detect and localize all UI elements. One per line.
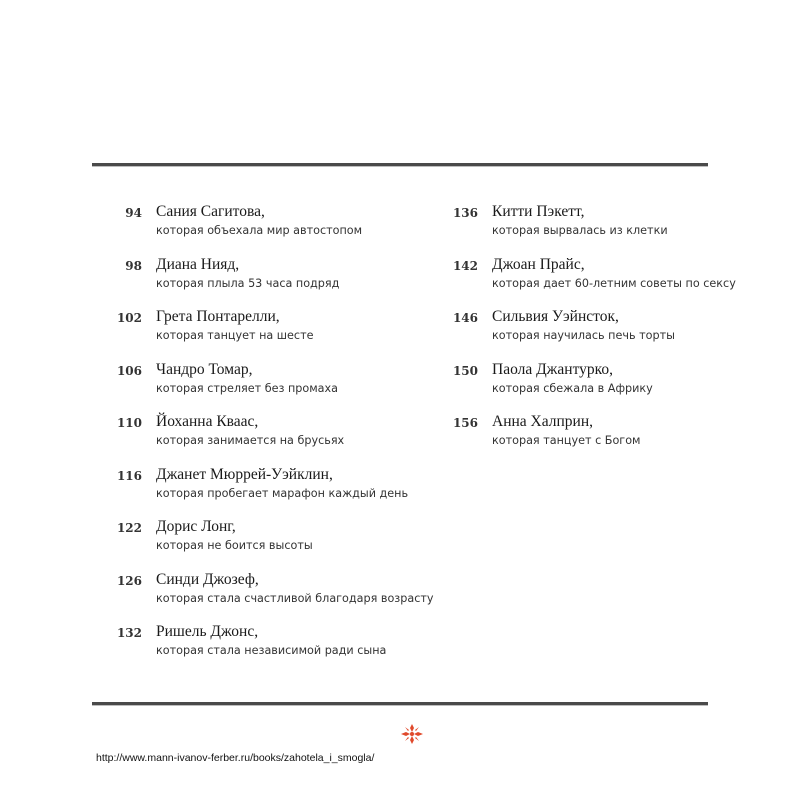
entry-description: которая пробегает марафон каждый день bbox=[156, 486, 409, 500]
entry-description: которая плыла 53 часа подряд bbox=[156, 276, 340, 290]
toc-entry[interactable] bbox=[92, 256, 422, 309]
page-number: 98 bbox=[125, 258, 142, 273]
page-number: 150 bbox=[452, 363, 478, 378]
page-number: 102 bbox=[116, 311, 142, 325]
top-divider bbox=[92, 163, 708, 167]
entry-name: Синди Джозеф, bbox=[156, 570, 259, 588]
toc-entry[interactable] bbox=[92, 203, 422, 256]
page-number: 132 bbox=[116, 626, 142, 640]
entry-name: Дорис Лонг, bbox=[156, 518, 236, 535]
toc-entry[interactable] bbox=[92, 361, 422, 414]
page-number: 94 bbox=[125, 206, 142, 220]
entry-description: которая научилась печь торты bbox=[492, 329, 675, 342]
entry-name: Паола Джантурко, bbox=[492, 360, 614, 378]
page-number: 110 bbox=[116, 416, 142, 430]
entry-name: Ришель Джонс, bbox=[156, 623, 259, 640]
entry-description: которая стала независимой ради сына bbox=[156, 644, 387, 657]
entry-name: Джанет Мюррей-Уэйклин, bbox=[156, 465, 333, 483]
page-number: 156 bbox=[452, 416, 478, 430]
entry-description: которая стреляет без промаха bbox=[156, 381, 339, 395]
floral-ornament-icon bbox=[401, 724, 423, 744]
page-number: 116 bbox=[116, 468, 142, 483]
entry-description: которая занимается на брусьях bbox=[156, 434, 345, 447]
toc-column-left bbox=[92, 203, 434, 676]
page-number: 136 bbox=[452, 206, 478, 220]
page-number: 142 bbox=[452, 258, 478, 273]
entry-name: Диана Нияд, bbox=[156, 255, 240, 273]
toc-entry[interactable] bbox=[428, 361, 728, 414]
floral-ornament-svg bbox=[401, 724, 423, 744]
toc-entry[interactable] bbox=[92, 413, 422, 466]
toc-entry[interactable] bbox=[428, 308, 728, 361]
entry-name: Грета Понтарелли, bbox=[156, 308, 280, 325]
entry-description: которая танцует на шесте bbox=[156, 329, 314, 342]
entry-description: которая объехала мир автостопом bbox=[156, 224, 363, 237]
entry-description: которая танцует с Богом bbox=[492, 434, 641, 447]
toc-entry[interactable] bbox=[92, 518, 422, 571]
entry-description: которая сбежала в Африку bbox=[492, 381, 653, 395]
entry-description: которая стала счастливой благодаря возрасту bbox=[156, 591, 434, 605]
entry-name: Сильвия Уэйнсток, bbox=[492, 308, 619, 325]
entry-name: Анна Халприн, bbox=[492, 413, 593, 430]
toc-entry[interactable] bbox=[92, 623, 422, 676]
toc-column-right bbox=[428, 203, 736, 466]
page-number: 146 bbox=[452, 311, 478, 325]
page-number: 122 bbox=[116, 521, 142, 535]
bottom-divider bbox=[92, 702, 708, 706]
entry-description: которая дает 60-летним советы по сексу bbox=[492, 276, 736, 290]
toc-entry[interactable] bbox=[428, 255, 736, 309]
entry-name: Йоханна Кваас, bbox=[156, 413, 259, 430]
page-number: 126 bbox=[116, 573, 142, 588]
toc-entry[interactable] bbox=[92, 308, 422, 361]
entry-name: Китти Пэкетт, bbox=[492, 203, 585, 220]
entry-name: Сания Сагитова, bbox=[156, 203, 265, 220]
entry-name: Джоан Прайс, bbox=[492, 255, 585, 273]
page-number: 106 bbox=[116, 363, 142, 378]
toc-entry[interactable] bbox=[92, 570, 434, 624]
toc-entry[interactable] bbox=[92, 466, 422, 519]
book-url-link[interactable]: http://www.mann-ivanov-ferber.ru/books/zahotela_i_smogla/ bbox=[96, 752, 375, 764]
toc-entry[interactable] bbox=[428, 413, 728, 466]
entry-name: Чандро Томар, bbox=[156, 360, 253, 378]
entry-description: которая не боится высоты bbox=[156, 539, 313, 552]
entry-description: которая вырвалась из клетки bbox=[492, 224, 668, 237]
toc-entry[interactable] bbox=[428, 203, 728, 256]
